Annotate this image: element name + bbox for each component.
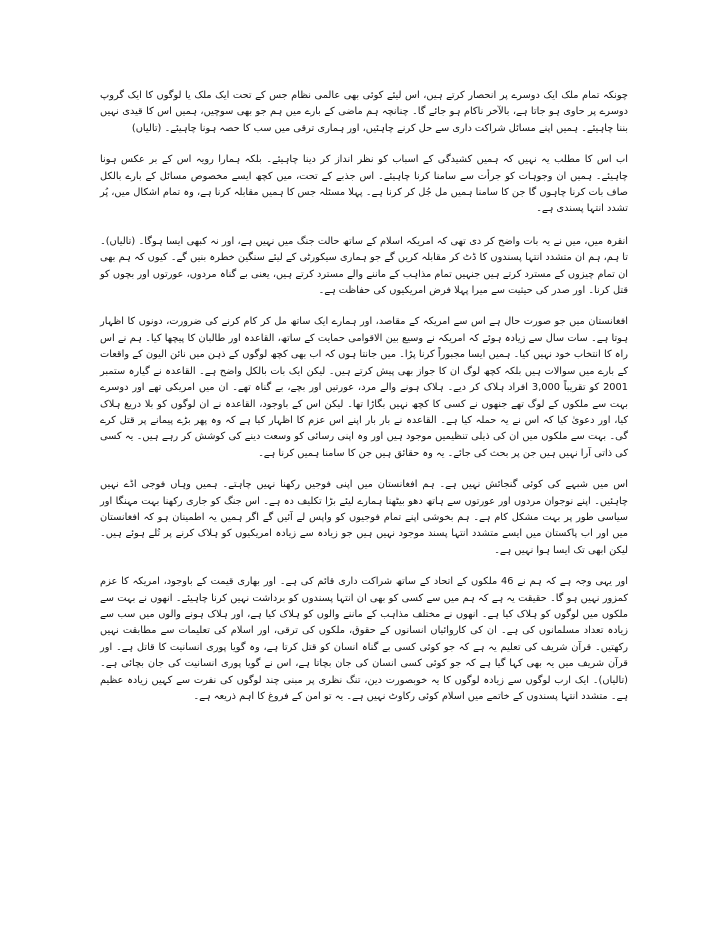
paragraph-afghanistan: افغانستان میں جو صورت حال ہے اس سے امریکہ کے مقاصد، اور ہمارے ایک ساتھ مل کر کام کرنے کی ضرورت، دونوں کا اظہار ہوتا ہے۔ سات سال سے زیادہ ہوئے کہ امریکہ نے وسیع بین الاقوامی حمایت کے ساتھ، القاعدہ اور طالبان کا پیچھا کیا۔ ہم نے اس راہ کا انتخاب خود نہیں کیا۔ ہمیں ایسا مجبوراً کرنا پڑا۔ میں جانتا ہوں کہ اب بھی کچھ لوگوں کے ذہن میں نائن الیون کے واقعات کے بارے میں سوالات ہیں بلکہ کچھ لوگ ان کا جواز بھی پیش کرتے ہیں۔ لیکن ایک بات بالکل واضح ہے۔ القاعدہ نے گیارہ ستمبر 2001 کو تقریباً 3,000 افراد ہلاک کر دیے۔ ہلاک ہونے والے مرد، عورتیں اور بچے، بے گناہ تھے۔ ان میں امریکی تھے اور دوسرے بہت سے ملکوں کے لوگ تھے جنھوں نے کسی کا کچھ نہیں بگاڑا تھا۔ لیکن اس کے باوجود، القاعدہ نے ان لوگوں کو بلا دریغ ہلاک کیا، اور دعویٰ کیا کہ اس نے یہ حملہ کیا ہے۔ القاعدہ نے بار بار اپنے اس عزم کا اظہار کیا ہے کہ وہ پھر بڑے پیمانے پر قتل کرے گی۔ بہت سے ملکوں میں ان کی ذیلی تنظیمیں موجود ہیں اور وہ اپنی رسائی کو وسعت دینے کی کوشش کر رہے ہیں۔ یہ کسی کی ذاتی آرا نہیں ہیں جن پر بحث کی جائے۔ یہ وہ حقائق ہیں جن کا سامنا ہمیں کرنا ہے۔ (100, 316, 628, 459)
paragraph-no-bases: اس میں شبہے کی کوئی گنجائش نہیں ہے۔ ہم افغانستان میں اپنی فوجیں رکھنا نہیں چاہتے۔ ہمیں وہاں فوجی اڈے نہیں چاہئیں۔ اپنے نوجوان مردوں اور عورتوں سے ہاتھ دھو بیٹھنا ہمارے لیئے بڑا تکلیف دہ ہے۔ اس جنگ کو جاری رکھنا بہت مہنگا اور سیاسی طور پر بہت مشکل کام ہے۔ ہم بخوشی اپنے تمام فوجیوں کو واپس لے آئیں گے اگر ہمیں یہ اطمینان ہو کہ افغانستان میں اور اب پاکستان میں ایسے متشدد انتہا پسند موجود نہیں ہیں جو زیادہ سے زیادہ امریکیوں کو ہلاک کرنے پر تُلے ہوئے ہیں۔ لیکن ابھی تک ایسا ہوا نہیں ہے۔ (100, 479, 628, 556)
paragraph-ankara: انقرہ میں، میں نے یہ بات واضح کر دی تھی کہ امریکہ اسلام کے ساتھ حالت جنگ میں نہیں ہے، اور نہ کبھی ایسا ہوگا۔ (تالیاں)۔ تا ہم، ہم ان متشدد انتہا پسندوں کا ڈٹ کر مقابلہ کریں گے جو ہماری سیکورٹی کے لیئے سنگین خطرہ بنیں گے۔ کیوں کہ ہم بھی ان تمام چیزوں کے مسترد کرتے ہیں جنہیں تمام مذاہب کے ماننے والے مسترد کرتے ہیں، یعنی بے گناہ مردوں، عورتوں اور بچوں کو قتل کرنا۔ اور صدر کی حیثیت سے میرا پہلا فرض امریکیوں کی حفاظت ہے۔ (100, 235, 628, 297)
paragraph-tension-sources: اب اس کا مطلب یہ نہیں کہ ہمیں کشیدگی کے اسباب کو نظر انداز کر دینا چاہیئے۔ بلکہ ہمارا رویہ اس کے بر عکس ہونا چاہیئے۔ ہمیں ان وجوہات کو جرأت سے سامنا کرنا چاہیئے۔ اس جذبے کے تحت، میں کچھ ایسے مخصوص مسائل کے بارے بالکل صاف بات کرنا چاہوں گا جن کا سامنا ہمیں مل جُل کر کرنا ہے۔ پہلا مسئلہ جس کا ہمیں مقابلہ کرنا ہے، وہ تمام اشکال میں، پُر تشدد انتہا پسندی ہے۔ (100, 154, 628, 215)
paragraph-interdependence: چونکہ تمام ملک ایک دوسرے پر انحصار کرتے ہیں، اس لیئے کوئی بھی عالمی نظام جس کے تحت ایک ملک یا لوگوں کا ایک گروپ دوسرے پر حاوی ہو جاتا ہے، بالآخر ناکام ہو جائے گا۔ چنانچہ ہم ماضی کے بارے میں ہم جو بھی سوچیں، ہمیں اس کا قیدی نہیں بننا چاہیئے۔ ہمیں اپنے مسائل شراکت داری سے حل کرنے چاہئیں، اور ہماری ترقی میں سب کا حصہ ہونا چاہیئے۔ (تالیاں) (100, 90, 628, 134)
paragraph-coalition: اور یہی وجہ ہے کہ ہم نے 46 ملکوں کے اتحاد کے ساتھ شراکت داری قائم کی ہے۔ اور بھاری قیمت کے باوجود، امریکہ کا عزم کمزور نہیں ہو گا۔ حقیقت یہ ہے کہ ہم میں سے کسی کو بھی ان انتہا پسندوں کو برداشت نہیں کرنا چاہیئے۔ انھوں نے بہت سے ملکوں میں لوگوں کو ہلاک کیا ہے۔ انھوں نے مختلف مذاہب کے ماننے والوں کو ہلاک کیا ہے، اور ہلاک ہونے والوں میں سب سے زیادہ تعداد مسلمانوں کی ہے۔ ان کی کاروائیاں انسانوں کے حقوق، ملکوں کی ترقی، اور اسلام کی تعلیمات سے مطابقت نہیں رکھتیں۔ قرآن شریف کی تعلیم یہ ہے کہ جو کوئی کسی بے گناہ انسان کو قتل کرتا ہے، وہ گویا پوری انسانیت کا قاتل ہے۔ اور قرآن شریف میں یہ بھی کہا گیا ہے کہ جو کوئی کسی انسان کی جان بچاتا ہے، اس نے گویا پوری انسانیت کی جان بچائی ہے۔ (تالیاں)۔ ایک ارب لوگوں سے زیادہ لوگوں کا یہ خوبصورت دین، تنگ نظری پر مبنی چند لوگوں کی نفرت سے کہیں زیادہ عظیم ہے۔ متشدد انتہا پسندوں کے خاتمے میں اسلام کوئی رکاوٹ نہیں ہے۔ یہ تو امن کے فروغ کا اہم ذریعہ ہے۔ (100, 576, 629, 702)
